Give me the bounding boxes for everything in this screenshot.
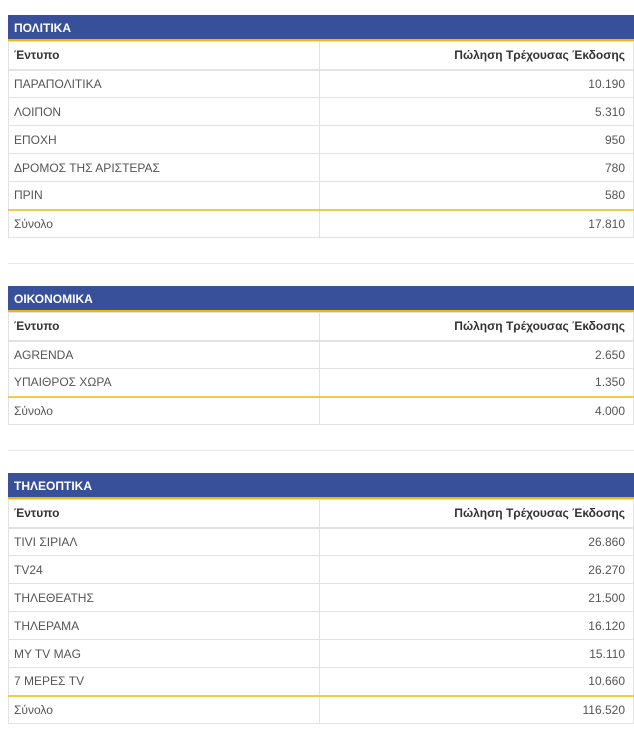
column-header-sales: Πώληση Τρέχουσας Έκδοσης — [320, 313, 634, 341]
total-label: Σύνολο — [9, 210, 320, 238]
section-title: ΠΟΛΙΤΙΚΑ — [8, 15, 634, 41]
table-row — [9, 612, 634, 640]
table-header-row — [9, 500, 634, 528]
table-header-row — [9, 313, 634, 341]
sales-value: 580 — [320, 182, 634, 210]
total-value: 4.000 — [320, 397, 634, 425]
sales-value: 5.310 — [320, 98, 634, 126]
table-row — [9, 640, 634, 668]
publication-name: ΤΗΛΕΘΕΑΤΗΣ — [9, 584, 320, 612]
sales-value: 21.500 — [320, 584, 634, 612]
table-row — [9, 584, 634, 612]
publication-name: ΠΡΙΝ — [9, 182, 320, 210]
total-label: Σύνολο — [9, 397, 320, 425]
section-title: ΟΙΚΟΝΟΜΙΚΑ — [8, 286, 634, 312]
total-row — [9, 210, 634, 238]
table-row — [9, 668, 634, 696]
column-header-sales: Πώληση Τρέχουσας Έκδοσης — [320, 500, 634, 528]
sales-value: 10.190 — [320, 70, 634, 98]
sales-value: 780 — [320, 154, 634, 182]
publication-name: ΠΑΡΑΠΟΛΙΤΙΚΑ — [9, 70, 320, 98]
table-row — [9, 556, 634, 584]
total-value: 116.520 — [320, 696, 634, 724]
sales-table — [8, 499, 634, 724]
publication-name: ΛΟΙΠΟΝ — [9, 98, 320, 126]
section-politika — [8, 15, 634, 238]
sales-value: 26.860 — [320, 528, 634, 556]
column-header-publication: Έντυπο — [9, 500, 320, 528]
column-header-sales: Πώληση Τρέχουσας Έκδοσης — [320, 42, 634, 70]
publication-name: ΥΠΑΙΘΡΟΣ ΧΩΡΑ — [9, 369, 320, 397]
section-title: ΤΗΛΕΟΠΤΙΚΑ — [8, 473, 634, 499]
section-divider — [8, 450, 634, 451]
table-row — [9, 528, 634, 556]
table-row — [9, 341, 634, 369]
sales-value: 16.120 — [320, 612, 634, 640]
column-header-publication: Έντυπο — [9, 42, 320, 70]
sales-table — [8, 312, 634, 425]
publication-name: 7 ΜΕΡΕΣ TV — [9, 668, 320, 696]
publication-name: MY TV MAG — [9, 640, 320, 668]
sales-table — [8, 41, 634, 238]
sales-value: 26.270 — [320, 556, 634, 584]
sales-value: 950 — [320, 126, 634, 154]
total-row — [9, 696, 634, 724]
publication-name: ΤΗΛΕΡΑΜΑ — [9, 612, 320, 640]
section-oikonomika — [8, 286, 634, 425]
total-value: 17.810 — [320, 210, 634, 238]
sales-value: 10.660 — [320, 668, 634, 696]
sales-value: 15.110 — [320, 640, 634, 668]
column-header-publication: Έντυπο — [9, 313, 320, 341]
table-row — [9, 98, 634, 126]
sales-value: 2.650 — [320, 341, 634, 369]
total-label: Σύνολο — [9, 696, 320, 724]
table-row — [9, 154, 634, 182]
section-divider — [8, 263, 634, 264]
section-tileoptika — [8, 473, 634, 724]
publication-name: ΔΡΟΜΟΣ ΤΗΣ ΑΡΙΣΤΕΡΑΣ — [9, 154, 320, 182]
table-row — [9, 70, 634, 98]
table-row — [9, 126, 634, 154]
publication-name: ΤΙVΙ ΣΙΡΙΑΛ — [9, 528, 320, 556]
total-row — [9, 397, 634, 425]
table-row — [9, 369, 634, 397]
sales-value: 1.350 — [320, 369, 634, 397]
table-header-row — [9, 42, 634, 70]
publication-name: AGRENDA — [9, 341, 320, 369]
publication-name: ΕΠΟΧΗ — [9, 126, 320, 154]
table-row — [9, 182, 634, 210]
publication-name: TV24 — [9, 556, 320, 584]
